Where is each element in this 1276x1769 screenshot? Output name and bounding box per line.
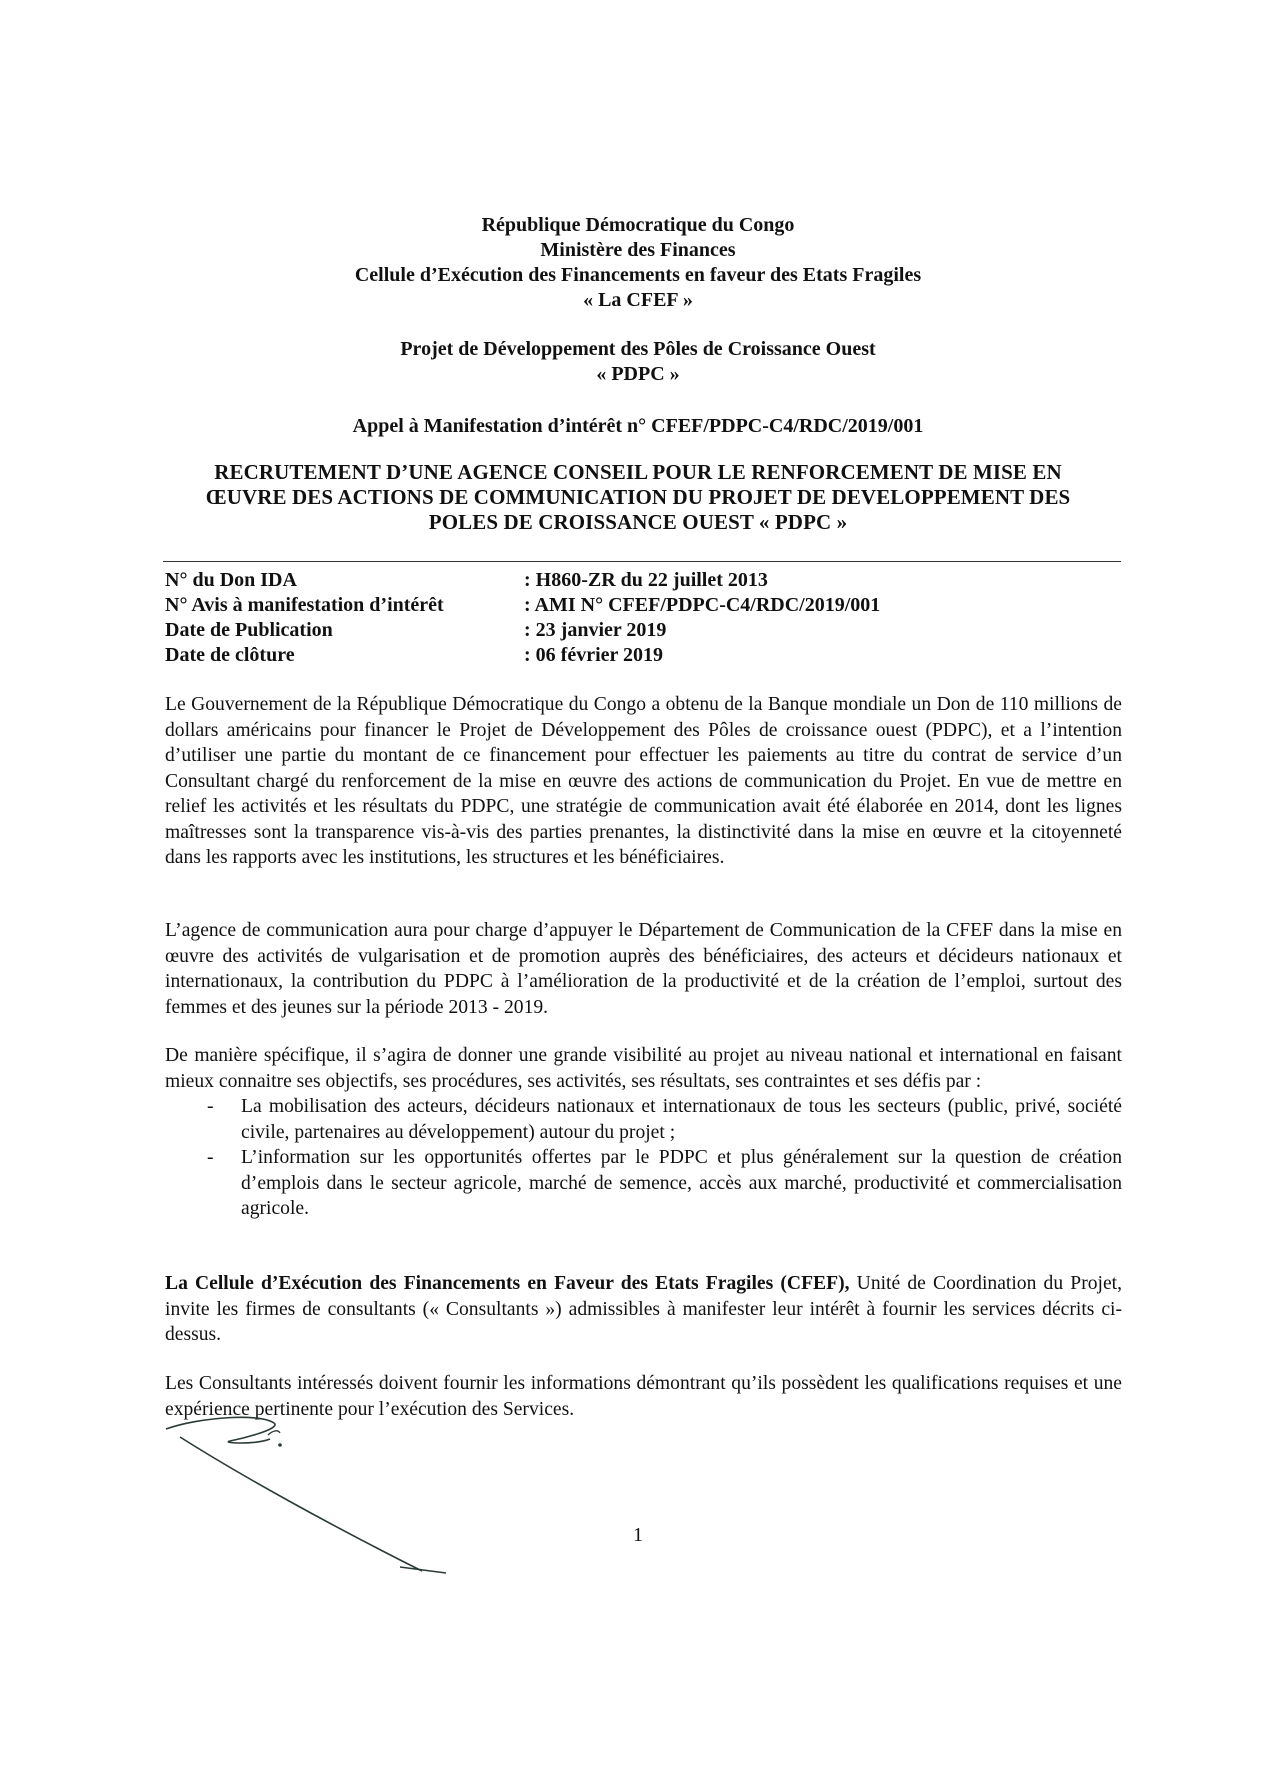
- page-number: 1: [633, 1524, 643, 1546]
- paragraph-text: Les Consultants intéressés doivent fournir les informations démontrant qu’ils possèdent les qualifications requises et une expérience pertinente pour l’exécution des Services.: [165, 1373, 1122, 1420]
- title-divider: [163, 561, 1121, 562]
- info-label: N° Avis à manifestation d’intérêt: [165, 594, 444, 616]
- bullet-marker: -: [207, 1147, 214, 1168]
- info-row-grant: [165, 568, 880, 593]
- document-title-line-1: RECRUTEMENT D’UNE AGENCE CONSEIL POUR LE RENFORCEMENT DE MISE EN: [214, 460, 1062, 484]
- header-project-short: « PDPC »: [596, 363, 680, 385]
- header-unit-short: « La CFEF »: [583, 289, 693, 311]
- paragraph-mission: [165, 918, 1122, 1020]
- header-ministry: Ministère des Finances: [540, 239, 736, 261]
- header-unit: Cellule d’Exécution des Financements en faveur des Etats Fragiles: [354, 264, 922, 286]
- header-country: République Démocratique du Congo: [481, 214, 795, 236]
- info-value: : H860-ZR du 22 juillet 2013: [524, 569, 768, 591]
- paragraph-invitation: [165, 1271, 1122, 1348]
- paragraph-text: Le Gouvernement de la République Démocratique du Congo a obtenu de la Banque mondiale un Don de 110 millions de dollars américains pour financer le Projet de Développement des Pôles de croissance ouest (PDPC), et a l’intention d’utiliser une partie du montant de ce financement pour effectuer les paiements au titre du contrat de service d’un Consultant chargé du renforcement de la mise en œuvre des actions de communication du Projet. En vue de mettre en relief les activités et les résultats du PDPC, une stratégie de communication avait été élaborée en 2014, dont les lignes maîtresses sont la transparence vis-à-vis des parties prenantes, la distinctivité dans la mise en œuvre et la citoyenneté dans les rapports avec les institutions, les structures et les bénéficiaires.: [165, 694, 1122, 868]
- paragraph-bold-lead: La Cellule d’Exécution des Financements en Faveur des Etats Fragiles (CFEF),: [165, 1273, 850, 1294]
- reference-info-block: [165, 568, 880, 668]
- list-item: [165, 1094, 1122, 1145]
- document-title-line-3: POLES DE CROISSANCE OUEST « PDPC »: [428, 510, 848, 534]
- paragraph-rest: Unité de Coordination du Projet, invite les firmes de consultants (« Consultants ») admissibles à manifester leur intérêt à fournir les services décrits ci-dessus.: [165, 1273, 1123, 1345]
- list-item: [165, 1145, 1122, 1222]
- info-label: N° du Don IDA: [165, 569, 297, 591]
- info-row-publication-date: [165, 618, 880, 643]
- handwritten-signature: [160, 1415, 460, 1585]
- call-reference: Appel à Manifestation d’intérêt n° CFEF/PDPC-C4/RDC/2019/001: [352, 415, 924, 437]
- list-item-text: L’information sur les opportunités offertes par le PDPC et plus généralement sur la question de création d’emplois dans le secteur agricole, marché de semence, accès aux marché, productivité et commercialisation agricole.: [241, 1147, 1122, 1219]
- paragraph-text: De manière spécifique, il s’agira de donner une grande visibilité au projet au niveau national et international en faisant mieux connaitre ses objectifs, ses procédures, ses activités, ses résultats, ses contraintes et ses défis par :: [165, 1045, 1122, 1092]
- info-row-notice: [165, 593, 880, 618]
- info-value: : AMI N° CFEF/PDPC-C4/RDC/2019/001: [524, 594, 881, 616]
- info-label: Date de clôture: [165, 644, 295, 666]
- list-item-text: La mobilisation des acteurs, décideurs nationaux et internationaux de tous les secteurs (public, privé, société civile, partenaires au développement) autour du projet ;: [241, 1096, 1122, 1143]
- objectives-list: [165, 1094, 1122, 1222]
- info-row-closing-date: [165, 643, 880, 668]
- paragraph-text: [165, 1271, 1122, 1348]
- paragraph-context: [165, 692, 1122, 871]
- paragraph-objectives: [165, 1043, 1122, 1222]
- bullet-marker: -: [207, 1096, 214, 1117]
- header-project: Projet de Développement des Pôles de Croissance Ouest: [400, 338, 876, 360]
- paragraph-text: L’agence de communication aura pour charge d’appuyer le Département de Communication de la CFEF dans la mise en œuvre des activités de vulgarisation et de promotion auprès des bénéficiaires, des acteurs et décideurs nationaux et internationaux, la contribution du PDPC à l’amélioration de la productivité et de la création de l’emploi, surtout des femmes et des jeunes sur la période 2013 - 2019.: [165, 920, 1122, 1018]
- info-value: : 06 février 2019: [524, 644, 664, 666]
- document-title-line-2: ŒUVRE DES ACTIONS DE COMMUNICATION DU PROJET DE DEVELOPPEMENT DES: [205, 485, 1071, 509]
- info-label: Date de Publication: [165, 619, 333, 641]
- info-value: : 23 janvier 2019: [524, 619, 667, 641]
